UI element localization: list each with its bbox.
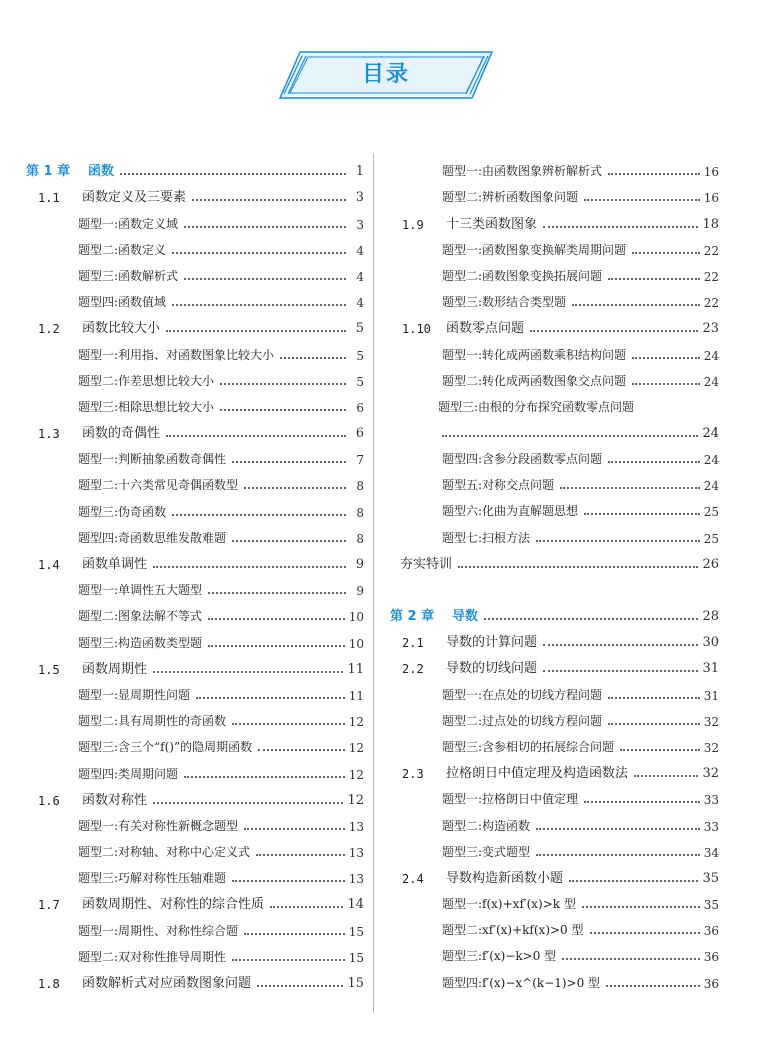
toc-leader-dots xyxy=(232,723,345,725)
toc-entry-page: 22 xyxy=(703,269,719,284)
toc-entry-label: 题型一:判断抽象函数奇偶性 xyxy=(78,452,227,467)
toc-entry-label: 题型三:伪奇函数 xyxy=(78,504,167,519)
toc-entry-section[interactable] xyxy=(26,179,364,205)
toc-entry-number: 1.5 xyxy=(38,662,60,677)
toc-entry-label: 题型三:含参相切的拓展综合问题 xyxy=(442,739,615,754)
toc-entry-page: 24 xyxy=(703,479,719,494)
toc-leader-dots xyxy=(172,514,346,516)
toc-entry-number: 1.4 xyxy=(38,558,60,572)
toc-entry-label: 题型三:构造函数类型题 xyxy=(78,635,203,650)
toc-entry-page: 36 xyxy=(703,950,719,965)
toc-entry-page: 24 xyxy=(702,425,719,441)
toc-entry-subtopic[interactable] xyxy=(26,912,364,938)
toc-entry-subtopic[interactable] xyxy=(390,834,719,860)
toc-entry-label: 题型一:周期性、对称性综合题 xyxy=(78,923,239,938)
toc-entry-label: 题型一:由函数图象辨析解析式 xyxy=(442,164,603,179)
toc-entry-label: 拉格朗日中值定理及构造函数法 xyxy=(446,766,629,782)
toc-leader-dots xyxy=(572,304,700,306)
toc-entry-label: 函数零点问题 xyxy=(446,321,525,337)
toc-entry-label: 函数周期性 xyxy=(82,661,148,677)
toc-entry-page: 9 xyxy=(356,584,364,599)
toc-entry-page: 13 xyxy=(348,846,364,861)
toc-leader-dots xyxy=(120,173,346,175)
toc-leader-dots xyxy=(258,749,345,751)
toc-entry-label: 函数定义及三要素 xyxy=(82,190,187,206)
toc-entry-page: 1 xyxy=(355,164,364,180)
toc-leader-dots xyxy=(220,409,346,411)
toc-entry-label: 题型五:对称交点问题 xyxy=(442,478,555,493)
toc-entry-page: 12 xyxy=(348,741,364,756)
toc-leader-dots xyxy=(543,644,698,646)
toc-leader-dots xyxy=(536,854,700,856)
toc-entry-continuation xyxy=(390,415,719,441)
toc-leader-dots xyxy=(484,618,698,620)
toc-entry-page: 36 xyxy=(703,924,719,939)
toc-leader-dots xyxy=(530,330,698,332)
toc-entry-page: 24 xyxy=(703,348,719,363)
toc-leader-dots xyxy=(536,540,700,542)
toc-entry-page: 4 xyxy=(356,296,364,311)
toc-entry-page: 28 xyxy=(702,609,719,624)
toc-entry-number: 1.7 xyxy=(38,898,60,913)
toc-leader-dots xyxy=(270,906,343,908)
toc-entry-label: 函数对称性 xyxy=(82,792,148,808)
toc-leader-dots xyxy=(244,828,345,830)
toc-leader-dots xyxy=(172,304,346,306)
toc-entry-label: 题型六:化曲为直解题思想 xyxy=(442,504,579,519)
toc-entry-subtopic[interactable] xyxy=(26,520,364,546)
toc-leader-dots xyxy=(232,461,346,463)
toc-entry-label: 题型四:奇函数思维发散难题 xyxy=(78,530,227,545)
toc-entry-subtopic[interactable] xyxy=(390,964,719,990)
column-divider xyxy=(373,153,374,1013)
toc-entry-label: 题型一:函数定义域 xyxy=(78,216,179,231)
toc-entry-subtopic[interactable] xyxy=(26,441,364,467)
toc-entry-label: 题型二:辨析函数图象问题 xyxy=(442,190,579,205)
toc-entry-section[interactable] xyxy=(26,886,364,912)
toc-entry-page: 13 xyxy=(348,872,364,887)
toc-entry-label: 题型二:转化成两函数图象交点问题 xyxy=(442,373,627,388)
toc-leader-dots xyxy=(166,330,346,332)
toc-entry-subtopic[interactable] xyxy=(26,284,364,310)
toc-leader-dots xyxy=(280,357,346,359)
toc-entry-subtopic[interactable] xyxy=(26,572,364,598)
toc-entry-subtopic[interactable] xyxy=(26,363,364,389)
toc-entry-subtopic[interactable] xyxy=(390,467,719,493)
toc-entry-subtopic[interactable] xyxy=(390,441,719,467)
toc-entry-number: 2.4 xyxy=(402,871,424,886)
toc-leader-dots xyxy=(634,775,698,777)
toc-leader-dots xyxy=(608,173,700,175)
toc-entry-page: 11 xyxy=(347,661,364,677)
toc-entry-page: 22 xyxy=(703,296,719,311)
toc-entry-number: 1.2 xyxy=(38,322,60,337)
toc-entry-label: 题型二:函数图象变换拓展问题 xyxy=(442,268,603,283)
toc-entry-label: 题型三:由根的分布探究函数零点问题 xyxy=(438,399,635,414)
toc-entry-page: 24 xyxy=(703,374,719,389)
toc-entry-subtopic[interactable] xyxy=(26,467,364,493)
toc-leader-dots xyxy=(608,723,700,725)
toc-entry-label: 函数解析式对应函数图象问题 xyxy=(82,976,252,991)
toc-entry-number: 1.3 xyxy=(38,427,60,442)
toc-entry-page: 4 xyxy=(356,269,364,284)
toc-leader-dots xyxy=(536,828,700,830)
toc-entry-label: 题型三:f′(x)−k>0 型 xyxy=(442,949,557,964)
toc-entry-page: 14 xyxy=(347,897,364,913)
toc-entry-page: 10 xyxy=(348,610,364,625)
toc-entry-chapter[interactable] xyxy=(26,153,364,179)
toc-entry-subtopic[interactable] xyxy=(26,677,364,703)
toc-entry-label: 题型三:函数解析式 xyxy=(78,268,179,283)
toc-entry-number: 2.2 xyxy=(402,662,424,677)
toc-leader-dots xyxy=(232,959,345,961)
toc-entry-page: 26 xyxy=(702,556,719,572)
toc-entry-page: 5 xyxy=(355,321,364,337)
toc-entry-number: 1.1 xyxy=(38,191,60,206)
toc-entry-section[interactable] xyxy=(26,415,364,441)
toc-entry-label: 题型三:数形结合类型题 xyxy=(442,295,567,310)
toc-entry-subtopic[interactable] xyxy=(390,179,719,205)
toc-leader-dots xyxy=(153,566,346,568)
toc-entry-page: 33 xyxy=(703,793,719,808)
toc-entry-page: 8 xyxy=(356,531,364,546)
toc-entry-section[interactable] xyxy=(26,310,364,336)
toc-leader-dots xyxy=(584,801,700,803)
toc-entry-page: 35 xyxy=(703,898,719,913)
toc-entry-label: 题型二:函数定义 xyxy=(78,242,167,257)
toc-leader-dots xyxy=(256,854,345,856)
toc-leader-dots xyxy=(560,487,700,489)
toc-entry-label: 导数 xyxy=(452,609,479,624)
toc-entry-practice[interactable] xyxy=(390,546,719,572)
toc-entry-label: 题型一:单调性五大题型 xyxy=(78,583,203,598)
toc-entry-page: 22 xyxy=(703,243,719,258)
toc-entry-page: 33 xyxy=(703,819,719,834)
toc-entry-page: 3 xyxy=(356,217,364,232)
toc-left-column xyxy=(26,153,364,991)
toc-leader-dots xyxy=(543,226,698,228)
toc-entry-page: 6 xyxy=(355,426,364,442)
toc-entry-number: 第 2 章 xyxy=(390,609,435,624)
toc-entry-section[interactable] xyxy=(390,755,719,781)
toc-entry-subtopic[interactable] xyxy=(26,598,364,624)
toc-entry-subtopic[interactable] xyxy=(26,808,364,834)
toc-entry-section[interactable] xyxy=(390,650,719,676)
toc-entry-page: 23 xyxy=(702,321,719,337)
toc-entry-page: 31 xyxy=(703,688,719,703)
toc-leader-dots xyxy=(208,592,346,594)
toc-gap xyxy=(390,572,719,598)
toc-entry-label: 题型一:显周期性问题 xyxy=(78,687,191,702)
toc-entry-subtopic[interactable] xyxy=(390,807,719,833)
toc-entry-subtopic[interactable] xyxy=(390,232,719,258)
toc-leader-dots xyxy=(584,513,700,515)
toc-entry-subtopic[interactable] xyxy=(390,258,719,284)
toc-entry-section[interactable] xyxy=(26,546,364,572)
toc-leader-dots xyxy=(196,697,345,699)
toc-entry-subtopic[interactable] xyxy=(390,336,719,362)
toc-leader-dots xyxy=(606,985,700,987)
toc-entry-subtopic[interactable] xyxy=(390,363,719,389)
toc-leader-dots xyxy=(220,383,346,385)
toc-entry-page: 25 xyxy=(703,531,719,546)
toc-entry-number: 1.6 xyxy=(38,793,60,808)
toc-entry-label: 题型二:十六类常见奇偶函数型 xyxy=(78,478,239,493)
toc-entry-subtopic[interactable] xyxy=(390,886,719,912)
toc-entry-subtopic[interactable] xyxy=(390,703,719,729)
toc-entry-number: 第 1 章 xyxy=(26,164,71,180)
toc-entry-label: 题型二:对称轴、对称中心定义式 xyxy=(78,845,251,860)
toc-leader-dots xyxy=(608,697,700,699)
toc-entry-subtopic[interactable] xyxy=(26,703,364,729)
toc-entry-label: 题型四:函数值域 xyxy=(78,295,167,310)
toc-entry-label: 函数单调性 xyxy=(82,557,148,572)
toc-entry-page: 7 xyxy=(356,453,364,468)
toc-entry-page: 8 xyxy=(356,505,364,520)
toc-entry-page: 16 xyxy=(703,165,719,180)
toc-entry-label: 导数构造新函数小题 xyxy=(446,870,564,886)
toc-leader-dots xyxy=(632,357,700,359)
toc-entry-page: 5 xyxy=(356,374,364,389)
toc-entry-label: 题型二:具有周期性的奇函数 xyxy=(78,714,227,729)
toc-entry-page: 11 xyxy=(348,688,364,703)
toc-entry-page: 30 xyxy=(702,635,719,651)
toc-entry-page: 13 xyxy=(348,819,364,834)
toc-entry-subtopic[interactable] xyxy=(26,336,364,362)
toc-leader-dots xyxy=(184,776,345,778)
toc-entry-subtopic[interactable] xyxy=(26,860,364,886)
toc-leader-dots xyxy=(632,252,700,254)
toc-leader-dots xyxy=(232,540,346,542)
toc-leader-dots xyxy=(562,958,700,960)
toc-entry-page: 15 xyxy=(348,924,364,939)
toc-entry-subtopic[interactable] xyxy=(390,938,719,964)
toc-entry-label: 题型一:有关对称性新概念题型 xyxy=(78,818,239,833)
toc-entry-label: 题型一:f(x)+xf′(x)>k 型 xyxy=(442,897,576,912)
toc-entry-subtopic[interactable] xyxy=(26,834,364,860)
toc-entry-page: 9 xyxy=(355,557,364,572)
toc-leader-dots xyxy=(620,749,700,751)
page-title: 目录 xyxy=(361,62,410,87)
toc-entry-page: 3 xyxy=(355,190,364,206)
toc-entry-number: 2.1 xyxy=(402,636,424,651)
toc-leader-dots xyxy=(172,252,346,254)
toc-entry-chapter[interactable] xyxy=(390,598,719,624)
toc-entry-subtopic[interactable] xyxy=(390,912,719,938)
toc-entry-page: 15 xyxy=(347,976,364,991)
toc-entry-subtopic[interactable] xyxy=(26,258,364,284)
toc-leader-dots xyxy=(208,618,345,620)
toc-entry-subtopic[interactable] xyxy=(390,781,719,807)
toc-entry-subtopic[interactable] xyxy=(390,493,719,519)
toc-leader-dots xyxy=(184,278,346,280)
toc-leader-dots xyxy=(543,670,698,672)
toc-entry-label: 题型四:f′(x)−x^(k−1)>0 型 xyxy=(442,975,601,990)
toc-entry-page: 36 xyxy=(703,976,719,991)
toc-entry-section[interactable] xyxy=(390,205,719,231)
toc-entry-page: 25 xyxy=(703,505,719,520)
toc-entry-page: 12 xyxy=(347,792,364,808)
toc-entry-label: 题型二:作差思想比较大小 xyxy=(78,373,215,388)
toc-leader-dots xyxy=(569,880,698,882)
toc-entry-page: 31 xyxy=(702,661,719,677)
toc-entry-label: 题型二:图象法解不等式 xyxy=(78,609,203,624)
toc-entry-label: 题型三:相除思想比较大小 xyxy=(78,399,215,414)
toc-entry-label: 题型二:过点处的切线方程问题 xyxy=(442,713,603,728)
toc-entry-page: 12 xyxy=(348,715,364,730)
toc-leader-dots xyxy=(244,933,345,935)
toc-leader-dots xyxy=(442,435,698,437)
toc-entry-page: 8 xyxy=(356,479,364,494)
toc-entry-label: 函数周期性、对称性的综合性质 xyxy=(82,897,265,913)
toc-entry-label: 题型一:函数图象变换解类周期问题 xyxy=(442,242,627,257)
toc-entry-subtopic[interactable] xyxy=(390,519,719,545)
toc-entry-section[interactable] xyxy=(26,782,364,808)
toc-entry-label: 题型三:含三个“f()”的隐周期函数 xyxy=(78,740,253,755)
toc-leader-dots xyxy=(582,906,700,908)
toc-entry-subtopic[interactable] xyxy=(26,939,364,965)
toc-entry-label: 函数的奇偶性 xyxy=(82,426,161,442)
toc-entry-section[interactable] xyxy=(390,624,719,650)
toc-leader-dots xyxy=(153,802,343,804)
toc-leader-dots xyxy=(184,226,346,228)
toc-entry-subtopic[interactable] xyxy=(26,493,364,519)
toc-entry-number: 1.8 xyxy=(38,977,60,991)
toc-entry-page: 6 xyxy=(356,400,364,415)
toc-entry-subtopic[interactable] xyxy=(390,284,719,310)
toc-entry-subtopic[interactable] xyxy=(26,205,364,231)
toc-entry-label: 题型四:类周期问题 xyxy=(78,766,179,781)
title-banner xyxy=(278,48,494,102)
toc-entry-subtopic[interactable] xyxy=(390,389,719,415)
toc-entry-subtopic[interactable] xyxy=(390,729,719,755)
toc-entry-label: 题型三:巧解对称性压轴难题 xyxy=(78,871,227,886)
toc-entry-page: 5 xyxy=(356,348,364,363)
toc-entry-label: 函数 xyxy=(88,164,115,180)
toc-entry-page: 32 xyxy=(703,740,719,755)
toc-entry-page: 35 xyxy=(702,870,719,886)
toc-entry-section[interactable] xyxy=(390,860,719,886)
toc-entry-page: 4 xyxy=(356,243,364,258)
toc-entry-page: 24 xyxy=(703,453,719,468)
toc-leader-dots xyxy=(458,566,698,568)
toc-entry-label: 题型一:转化成两函数乘积结构问题 xyxy=(442,347,627,362)
toc-entry-subtopic[interactable] xyxy=(26,389,364,415)
toc-entry-section[interactable] xyxy=(26,965,364,991)
toc-entry-subtopic[interactable] xyxy=(26,624,364,650)
toc-leader-dots xyxy=(584,199,700,201)
toc-entry-number: 2.3 xyxy=(402,767,424,782)
toc-entry-page: 10 xyxy=(348,636,364,651)
toc-entry-subtopic[interactable] xyxy=(26,755,364,781)
toc-entry-page: 15 xyxy=(348,950,364,965)
toc-leader-dots xyxy=(632,383,700,385)
toc-leader-dots xyxy=(232,880,345,882)
toc-right-column xyxy=(390,153,719,991)
toc-entry-subtopic[interactable] xyxy=(390,153,719,179)
toc-entry-label: 题型三:变式题型 xyxy=(442,844,531,859)
toc-entry-label: 题型一:拉格朗日中值定理 xyxy=(442,792,579,807)
toc-entry-label: 十三类函数图象 xyxy=(446,216,538,232)
toc-entry-label: 导数的计算问题 xyxy=(446,635,538,651)
toc-leader-dots xyxy=(244,487,346,489)
toc-entry-label: 题型二:构造函数 xyxy=(442,818,531,833)
toc-entry-subtopic[interactable] xyxy=(26,729,364,755)
toc-entry-label: 导数的切线问题 xyxy=(446,661,538,677)
toc-leader-dots xyxy=(153,671,343,673)
toc-entry-label: 题型四:含参分段函数零点问题 xyxy=(442,452,603,467)
toc-leader-dots xyxy=(166,435,346,437)
toc-entry-label: 题型一:在点处的切线方程问题 xyxy=(442,687,603,702)
toc-leader-dots xyxy=(192,199,346,201)
toc-leader-dots xyxy=(257,985,343,987)
toc-entry-page: 18 xyxy=(702,216,719,232)
toc-entry-subtopic[interactable] xyxy=(390,676,719,702)
toc-leader-dots xyxy=(608,278,700,280)
toc-entry-page: 32 xyxy=(703,714,719,729)
toc-entry-page: 16 xyxy=(703,191,719,206)
toc-entry-subtopic[interactable] xyxy=(26,232,364,258)
toc-entry-label: 夯实特训 xyxy=(400,556,453,572)
toc-entry-label: 题型二:xf′(x)+kf(x)>0 型 xyxy=(442,923,584,938)
toc-entry-page: 32 xyxy=(702,766,719,782)
toc-entry-section[interactable] xyxy=(390,310,719,336)
toc-entry-label: 题型二:双对称性推导周期性 xyxy=(78,949,227,964)
toc-entry-label: 函数比较大小 xyxy=(82,321,161,337)
toc-leader-dots xyxy=(608,461,700,463)
toc-entry-section[interactable] xyxy=(26,651,364,677)
toc-entry-label: 题型一:利用指、对函数图象比较大小 xyxy=(78,347,275,362)
toc-entry-number: 1.10 xyxy=(402,322,431,337)
toc-entry-label: 题型七:扫根方法 xyxy=(442,530,531,545)
toc-leader-dots xyxy=(590,932,700,934)
toc-entry-number: 1.9 xyxy=(402,217,424,232)
toc-entry-page: 34 xyxy=(703,845,719,860)
toc-leader-dots xyxy=(208,645,345,647)
toc-entry-page: 12 xyxy=(348,767,364,782)
